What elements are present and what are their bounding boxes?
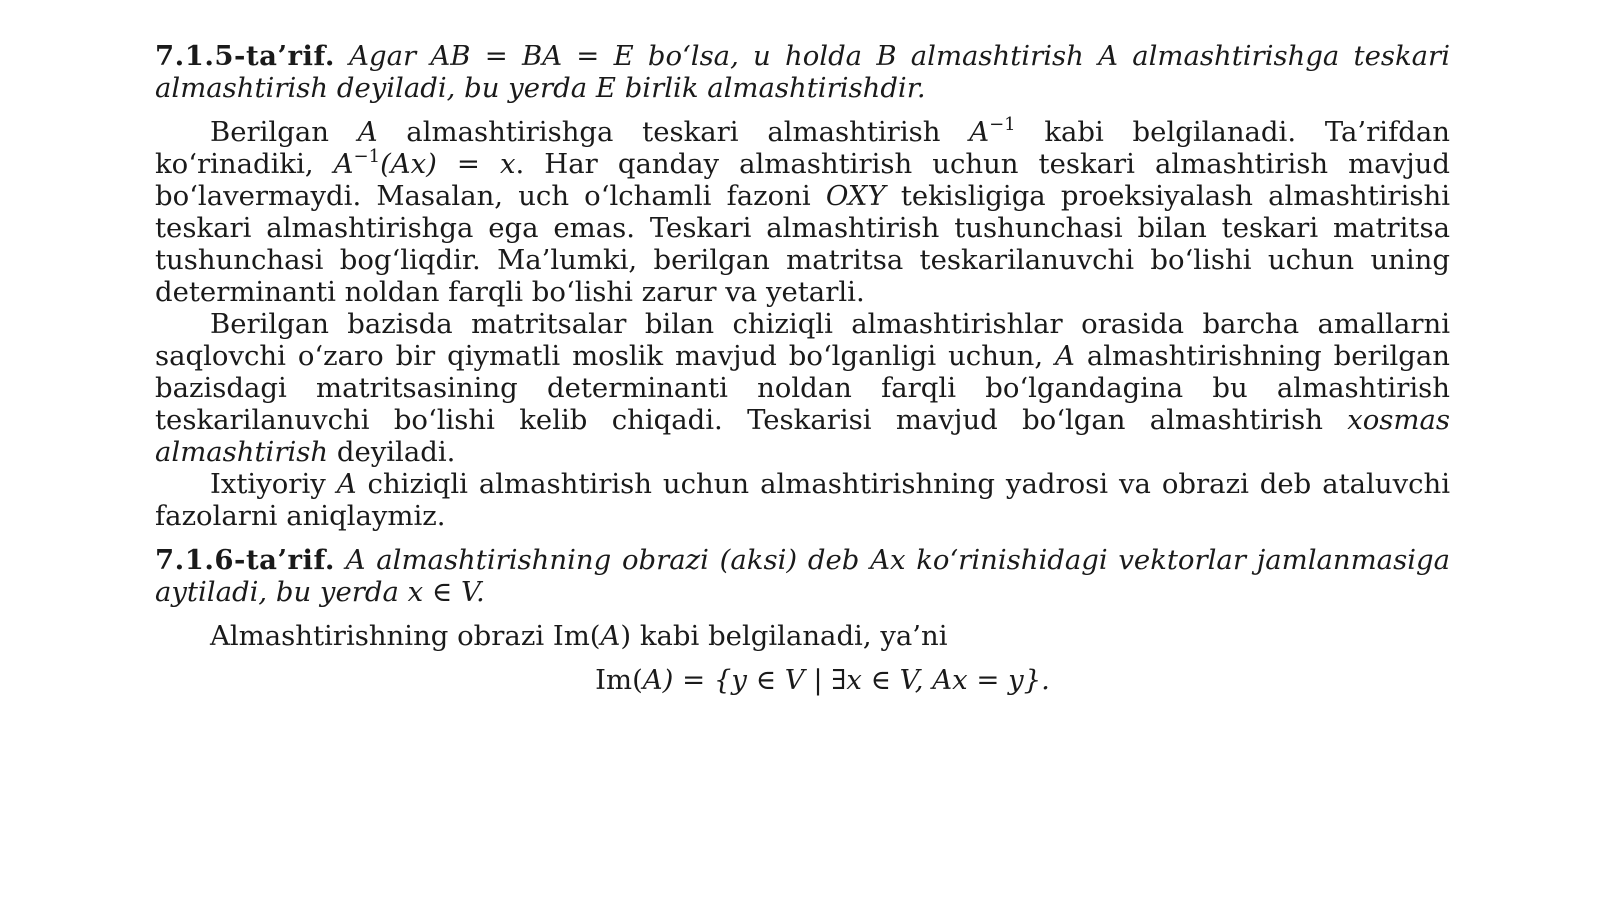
paragraph-inverse-transformation: Berilgan A almashtirishga teskari almashtirish $A^{-1}$ kabi belgilanadi. Ta’rifdan ko‘rinadiki, $A^{-1}(Ax) = x$. Har qanday almashtirish uchun teskari almashtirish mavjud bo‘lavermaydi. Masalan, uch o‘lchamli fazoni OXY tekisligiga proeksiyalash almashtirishi teskari almashtirishga ega emas. Teskari almashtirish tushunchasi bilan teskari matritsa tushunchasi bog‘liqdir. Ma’lumki, berilgan matritsa teskarilanuvchi bo‘lishi uchun uning determinanti noldan farqli bo‘lishi zarur va yetarli.	[155, 114, 1450, 308]
document-page	[155, 40, 1450, 696]
math-inverse-identity: $A^{-1}(Ax) = x$	[333, 146, 516, 180]
definition-label: 7.1.5-ta’rif.	[155, 40, 335, 72]
definition-label: 7.1.6-ta’rif.	[155, 544, 335, 576]
math-equation: AB = BA = E	[430, 40, 634, 72]
definition-7-1-6: 7.1.6-ta’rif. A almashtirishning obrazi (aksi) deb Ax ko‘rinishidagi vektorlar jamlanmasiga aytiladi, bu yerda x ∈ V.	[155, 544, 1450, 608]
paragraph-kernel-image: Ixtiyoriy A chiziqli almashtirish uchun almashtirishning yadrosi va obrazi deb ataluvchi fazolarni aniqlaymiz.	[155, 468, 1451, 532]
term-nonsingular: xosmas almashtirish	[155, 404, 1450, 468]
paragraph-image-notation: Almashtirishning obrazi Im(A) kabi belgilanadi, ya’ni	[210, 620, 948, 652]
paragraph-nonsingular: Berilgan bazisda matritsalar bilan chiziqli almashtirishlar orasida barcha amallarni saqlovchi o‘zaro bir qiymatli moslik mavjud bo‘lganligi uchun, A almashtirishning berilgan bazisdagi matritsasining determinanti noldan farqli bo‘lgandagina bu almashtirish teskarilanuvchi bo‘lishi kelib chiqadi. Teskarisi mavjud bo‘lgan almashtirish xosmas almashtirish deyiladi.	[155, 308, 1450, 468]
definition-7-1-5: 7.1.5-ta’rif. Agar AB = BA = E bo‘lsa, u holda B almashtirish A almashtirishga teskari almashtirish deyiladi, bu yerda E birlik almashtirishdir.	[155, 40, 1450, 104]
math-inverse: $A^{-1}$	[969, 114, 1016, 148]
image-definition-formula: Im(A) = {y ∈ V | ∃x ∈ V, Ax = y}.	[595, 664, 1050, 696]
